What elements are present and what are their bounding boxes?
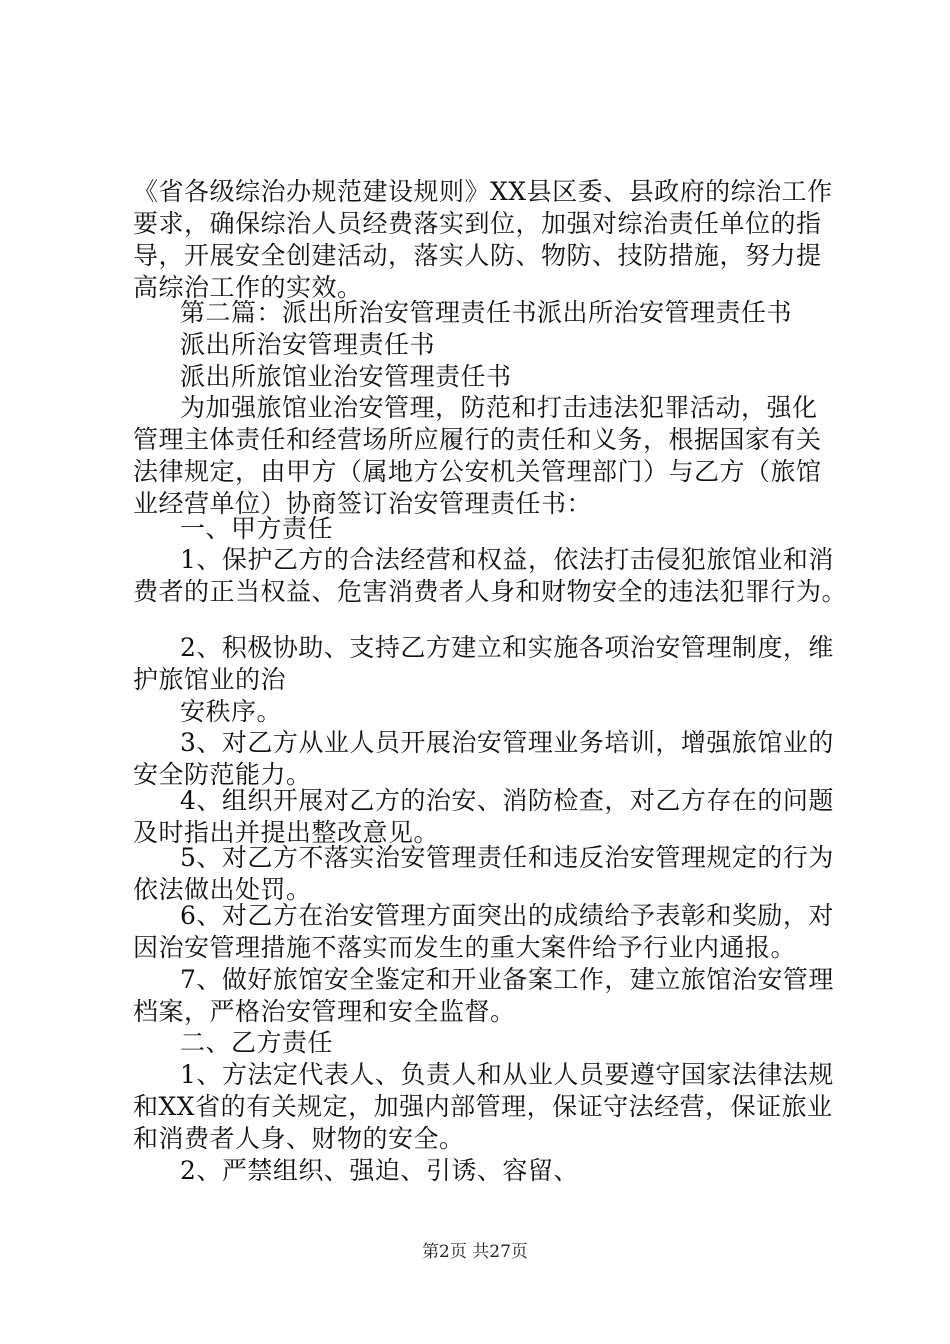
text-line: 和XX省的有关规定，加强内部管理，保证守法经营，保证旅业: [133, 1092, 833, 1121]
text-line: 业经营单位）协商签订治安管理责任书：: [133, 489, 593, 518]
text-line: 5、对乙方不落实治安管理责任和违反治安管理规定的行为: [180, 843, 834, 872]
text-line: 安全防范能力。: [133, 760, 312, 789]
clause-heading: 一、甲方责任: [180, 514, 334, 543]
text-line: 为加强旅馆业治安管理，防范和打击违法犯罪活动，强化: [180, 393, 818, 422]
text-line: 法律规定，由甲方（属地方公安机关管理部门）与乙方（旅馆: [133, 457, 822, 486]
text-line: 安秩序。: [180, 697, 283, 726]
subheading: 派出所治安管理责任书: [180, 330, 436, 359]
text-line: 高综治工作的实效。: [133, 273, 363, 302]
text-line: 《省各级综治办规范建设规则》XX县区委、县政府的综治工作: [133, 177, 833, 206]
text-line: 和消费者人身、财物的安全。: [133, 1124, 465, 1153]
text-line: 护旅馆业的治: [133, 665, 287, 694]
subheading: 派出所旅馆业治安管理责任书: [180, 362, 512, 391]
text-line: 档案，严格治安管理和安全监督。: [133, 997, 516, 1026]
text-line: 2、严禁组织、强迫、引诱、容留、: [180, 1156, 579, 1185]
text-line: 6、对乙方在治安管理方面突出的成绩给予表彰和奖励，对: [180, 901, 834, 930]
text-line: 导，开展安全创建活动，落实人防、物防、技防措施，努力提: [133, 241, 822, 270]
text-line: 4、组织开展对乙方的治安、消防检查，对乙方存在的问题: [180, 786, 834, 815]
text-line: 1、方法定代表人、负责人和从业人员要遵守国家法律法规: [180, 1060, 834, 1089]
text-line: 及时指出并提出整改意见。: [133, 818, 440, 847]
text-line: 3、对乙方从业人员开展治安管理业务培训，增强旅馆业的: [180, 728, 834, 757]
page-number-footer: 第2页 共27页: [422, 1242, 528, 1262]
text-line: 2、积极协助、支持乙方建立和实施各项治安管理制度，维: [180, 633, 834, 662]
clause-heading: 二、乙方责任: [180, 1028, 334, 1057]
text-line: 依法做出处罚。: [133, 875, 312, 904]
text-line: 费者的正当权益、危害消费者人身和财物安全的违法犯罪行为。: [133, 577, 848, 606]
section-heading: 第二篇：派出所治安管理责任书派出所治安管理责任书: [180, 298, 793, 327]
text-line: 要求，确保综治人员经费落实到位，加强对综治责任单位的指: [133, 209, 822, 238]
text-line: 1、保护乙方的合法经营和权益，依法打击侵犯旅馆业和消: [180, 545, 834, 574]
text-line: 因治安管理措施不落实而发生的重大案件给予行业内通报。: [133, 933, 797, 962]
text-line: 7、做好旅馆安全鉴定和开业备案工作，建立旅馆治安管理: [180, 965, 834, 994]
text-line: 管理主体责任和经营场所应履行的责任和义务，根据国家有关: [133, 425, 822, 454]
